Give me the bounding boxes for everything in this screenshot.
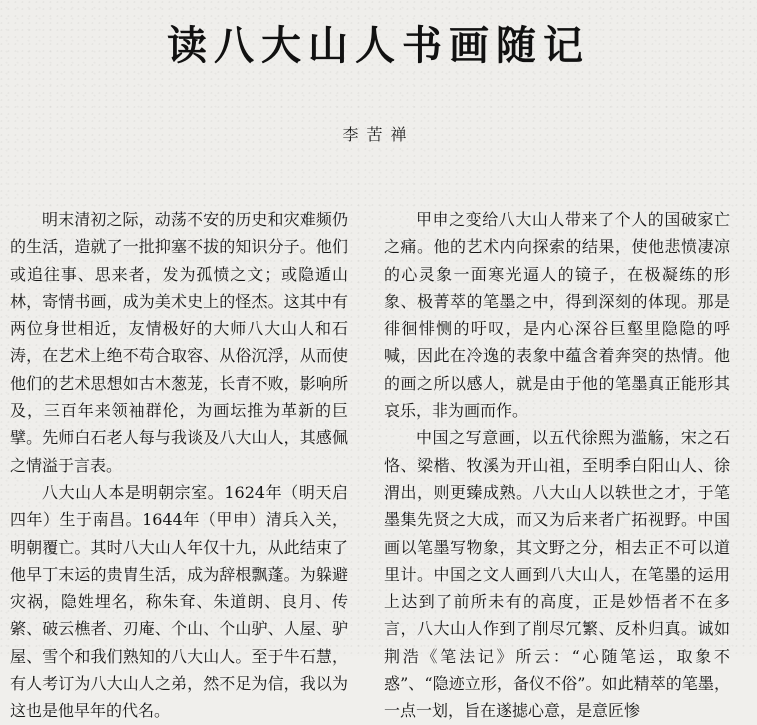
paragraph: 八大山人本是明朝宗室。1624年（明天启四年）生于南昌。1644年（甲申）清兵入关，明朝覆亡。其时八大山人年仅十九，从此结束了他早丁末运的贵胄生活，成为辞根飘蓬。为躲避灾祸，隐姓埋名，称朱耷、朱道朗、良月、传綮、破云樵者、刃庵、个山、个山驴、人屋、驴屋、雪个和我们熟知的八大山人。至于牛石慧，有人考订为八大山人之弟，然不足为信，我以为这也是他早年的代名。 — [10, 482, 348, 721]
article-author: 李苦禅 — [342, 125, 415, 144]
paragraph: 甲申之变给八大山人带来了个人的国破家亡之痛。他的艺术内向探索的结果，使他悲愤凄凉的心灵象一面寒光逼人的镜子，在极凝练的形象、极菁萃的笔墨之中，得到深刻的体现。那是徘徊悱恻的吁叹，是内心深谷巨壑里隐隐的呼喊，因此在冷逸的表象中蕴含着奔突的热情。他的画之所以感人，就是由于他的笔墨真正能形其哀乐，非为画而作。 — [384, 210, 730, 421]
text-column-left — [10, 206, 348, 725]
paragraph: 中国之写意画，以五代徐熙为滥觞，宋之石恪、梁楷、牧溪为开山祖，至明季白阳山人、徐渭出，则更臻成熟。八大山人以轶世之才，于笔墨集先贤之大成，而又为后来者广拓视野。中国画以笔墨写物象，其文野之分，相去正不可以道里计。中国之文人画到八大山人，在笔墨的运用上达到了前所未有的高度，正是妙悟者不在多言，八大山人作到了削尽冗繁、反朴归真。诚如荆浩《笔法记》所云：“心随笔运，取象不惑”、“隐迹立形，备仪不俗”。如此精萃的笔墨，一点一划，旨在遂摅心意，是意匠惨 — [384, 428, 730, 721]
text-column-right — [384, 206, 730, 725]
article-title: 读八大山人书画随记 — [167, 22, 590, 69]
paragraph: 明末清初之际，动荡不安的历史和灾难频仍的生活，造就了一批抑塞不拔的知识分子。他们或追往事、思来者，发为孤愤之文；或隐遁山林，寄情书画，成为美术史上的怪杰。这其中有两位身世相近，友情极好的大师八大山人和石涛，在艺术上绝不苟合取容、从俗沉浮，从而使他们的艺术思想如古木葱茏，长青不败，影响所及，三百年来领袖群伦，为画坛推为革新的巨擘。先师白石老人每与我谈及八大山人，其感佩之情溢于言表。 — [10, 210, 348, 475]
